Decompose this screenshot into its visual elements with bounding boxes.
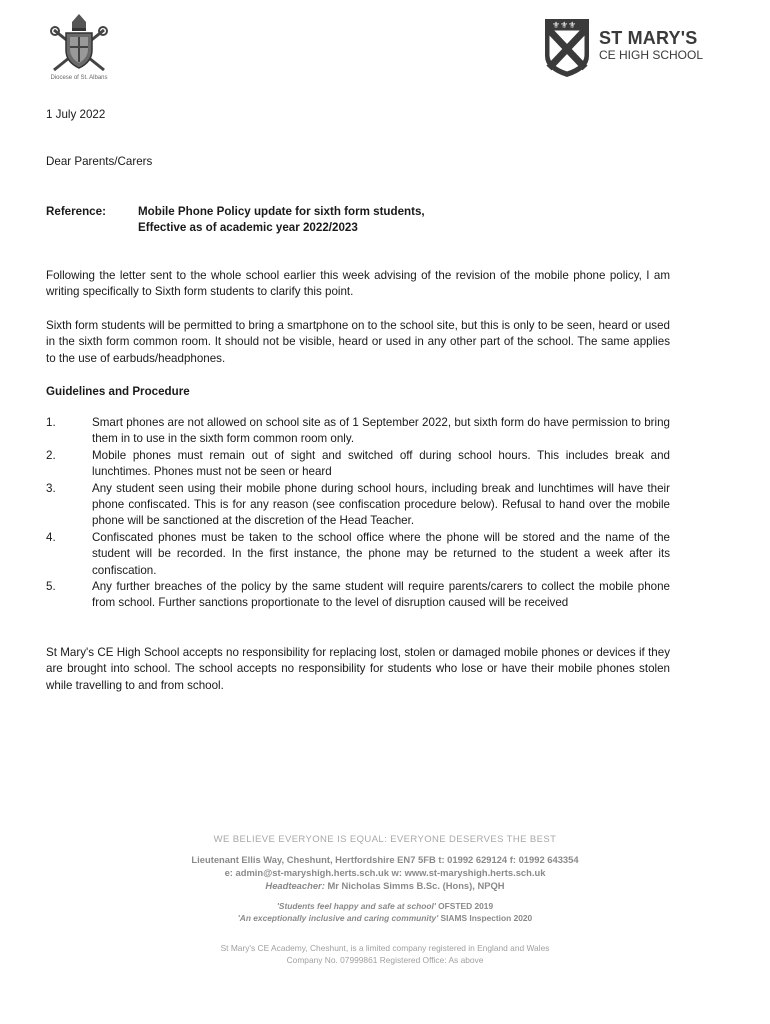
list-item (46, 415, 670, 448)
diocese-caption: Diocese of St. Albans (50, 75, 108, 81)
school-name-line1: ST MARY'S (599, 28, 698, 48)
school-logo (544, 18, 703, 78)
headteacher-label: Headteacher: (265, 880, 325, 892)
list-item (46, 448, 670, 481)
reference-line-2: Effective as of academic year 2022/2023 (138, 221, 358, 235)
reference-block (46, 204, 670, 237)
siams-quote: 'An exceptionally inclusive and caring community' (237, 912, 439, 923)
footer-address: Lieutenant Ellis Way, Cheshunt, Hertfordshire EN7 5FB t: 01992 629124 f: 01992 643354 (191, 854, 579, 865)
list-item-text: Any further breaches of the policy by the same student will require parents/carers to collect the mobile phone from school. Further sanctions proportionate to the level of disruption caused will be received (92, 580, 670, 610)
footer-quotes (0, 901, 770, 924)
list-item-number: 3. (46, 481, 56, 495)
reference-line-1: Mobile Phone Policy update for sixth form students, (138, 205, 425, 218)
company-line-1: St Mary's CE Academy, Cheshunt, is a limited company registered in England and Wales (220, 943, 550, 953)
reference-label: Reference: (46, 205, 106, 218)
list-item-text: Smart phones are not allowed on school site as of 1 September 2022, but sixth form do have permission to bring them in to use in the sixth form common room only. (92, 416, 670, 446)
list-item-text: Mobile phones must remain out of sight and switched off during school hours. This includes break and lunchtimes. Phones must not be seen or heard (92, 448, 670, 479)
footer-headteacher (0, 879, 770, 892)
footer-contact: e: admin@st-maryshigh.herts.sch.uk w: www.st-maryshigh.herts.sch.uk (224, 867, 546, 879)
salutation: Dear Parents/Carers (46, 155, 153, 168)
guidelines-heading: Guidelines and Procedure (46, 385, 190, 398)
list-item (46, 579, 670, 612)
siams-source: SIAMS Inspection 2020 (440, 912, 533, 923)
paragraph-responsibility: St Mary's CE High School accepts no responsibility for replacing lost, stolen or damaged mobile phones or devices if they are brought into school. The school accepts no responsibility for students who lose or have their mobile phones stolen while travelling to and from school. (46, 646, 670, 692)
footer-address-block (0, 853, 770, 893)
list-item-text: Any student seen using their mobile phone during school hours, including break and lunchtimes will have their phone confiscated. This is for any reason (see confiscation procedure below). Refusal to hand over the mobile phone will be sanctioned at the discretion of the Head Teacher. (92, 481, 670, 528)
paragraph-sixth-form: Sixth form students will be permitted to bring a smartphone on to the school site, but this is only to be seen, heard or used in the sixth form common room. It should not be visible, heard or used in any other part of the school. The same applies to the use of earbuds/headphones. (46, 319, 670, 365)
list-item-number: 5. (46, 580, 56, 594)
school-name-line2: CE HIGH SCHOOL (599, 48, 704, 62)
footer-motto: WE BELIEVE EVERYONE IS EQUAL: EVERYONE DESERVES THE BEST (213, 834, 557, 845)
footer-company-info (0, 943, 770, 967)
company-line-2: Company No. 07999861 Registered Office: As above (286, 954, 484, 965)
diocese-crest-icon (48, 12, 110, 74)
list-item-number: 1. (46, 416, 56, 429)
school-shield-icon (544, 18, 590, 78)
diocese-crest-logo (44, 12, 114, 84)
letter-date: 1 July 2022 (46, 108, 106, 121)
list-item-text: Confiscated phones must be taken to the school office where the phone will be stored and the name of the student will be recorded. In the first instance, the phone may be returned to the student a week after its confiscation. (92, 530, 670, 577)
paragraph-intro: Following the letter sent to the whole school earlier this week advising of the revision of the mobile phone policy, I am writing specifically to Sixth form students to clarify this point. (46, 269, 670, 299)
ofsted-quote: 'Students feel happy and safe at school' (276, 901, 436, 911)
list-item (46, 481, 670, 530)
ofsted-source: OFSTED 2019 (438, 901, 494, 911)
svg-text:⚜⚜⚜: ⚜⚜⚜ (552, 21, 577, 31)
list-item-number: 4. (46, 530, 56, 544)
list-item-number: 2. (46, 448, 56, 462)
headteacher-name: Mr Nicholas Simms B.Sc. (Hons), NPQH (327, 880, 505, 892)
guidelines-list (46, 415, 670, 612)
list-item (46, 530, 670, 579)
